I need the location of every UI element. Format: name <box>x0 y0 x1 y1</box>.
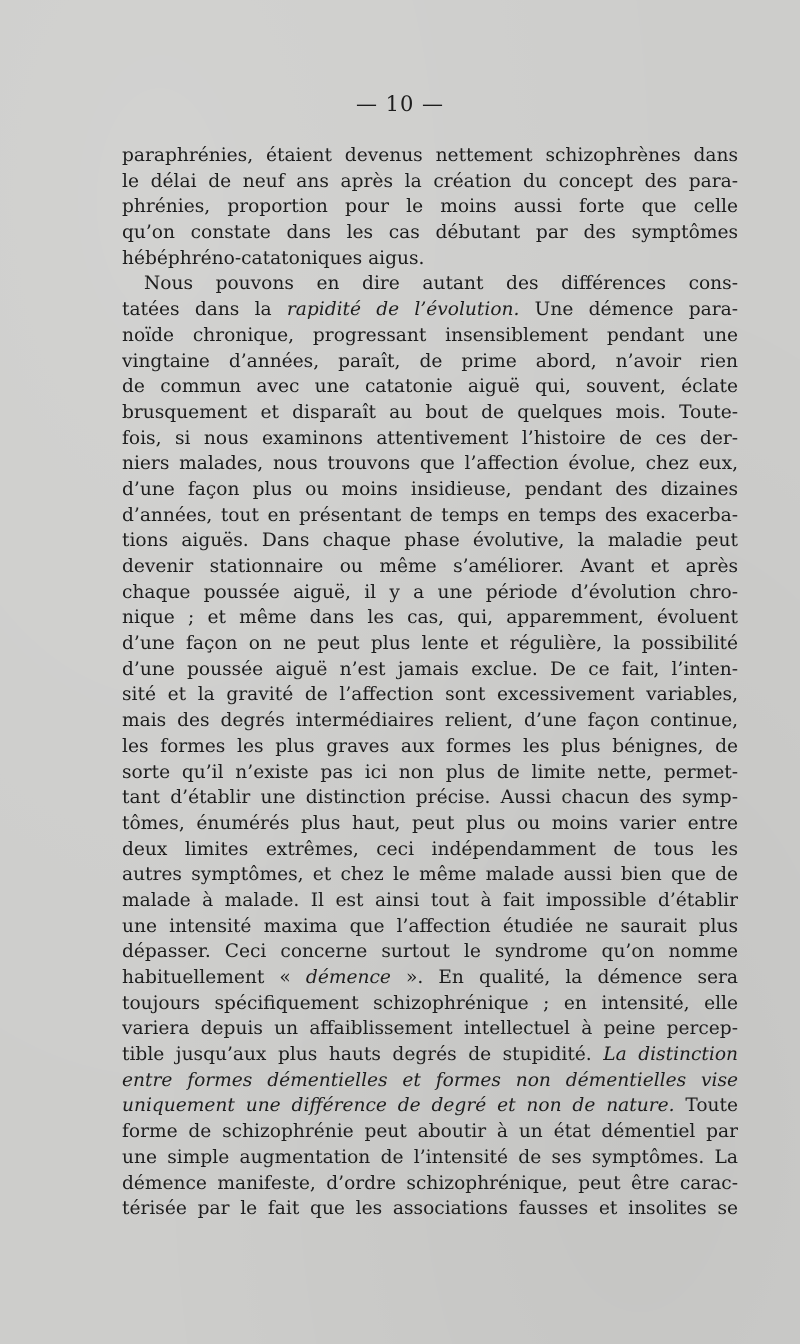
text-segment: tible jusqu’aux plus hauts degrés de stupidité. <box>122 1044 604 1066</box>
text-line <box>122 760 738 786</box>
text-segment: fois, si nous examinons attentivement l’histoire de ces der- <box>122 427 738 449</box>
page-number: — 10 — <box>355 92 445 116</box>
text-segment: mais des degrés intermédiaires relient, d’une façon continue, <box>122 710 738 732</box>
text-line <box>122 477 738 503</box>
text-line <box>122 785 738 811</box>
italic-text-segment: entre formes démentielles et formes non démentielles vise <box>122 1069 738 1091</box>
text-line <box>122 657 738 683</box>
text-line <box>122 374 738 400</box>
text-line <box>122 1016 738 1042</box>
text-line <box>122 1171 738 1197</box>
text-line <box>122 297 738 323</box>
text-line <box>122 682 738 708</box>
text-line <box>122 349 738 375</box>
text-segment: malade à malade. Il est ainsi tout à fait impossible d’établir <box>122 889 738 911</box>
text-line <box>122 837 738 863</box>
text-segment: d’années, tout en présentant de temps en temps des exacerba- <box>122 504 738 526</box>
text-segment: vingtaine d’années, paraît, de prime abord, n’avoir rien <box>122 350 738 372</box>
text-segment: ». En qualité, la démence sera <box>390 967 738 988</box>
text-segment: tions aiguës. Dans chaque phase évolutive, la maladie peut <box>122 530 738 552</box>
text-segment: niers malades, nous trouvons que l’affection évolue, chez eux, <box>122 453 738 475</box>
text-segment: une intensité maxima que l’affection étudiée ne saurait plus <box>122 915 738 937</box>
text-line <box>122 914 738 940</box>
text-line <box>122 1093 738 1119</box>
text-segment: autres symptômes, et chez le même malade aussi bien que de <box>122 864 738 886</box>
text-line <box>122 631 738 657</box>
text-segment: tant d’établir une distinction précise. Aussi chacun des symp- <box>122 787 738 809</box>
text-line <box>122 1145 738 1171</box>
text-line <box>122 426 738 452</box>
text-line <box>122 862 738 888</box>
text-segment: habituellement « <box>122 967 306 988</box>
text-segment: devenir stationnaire ou même s’améliorer. Avant et après <box>122 556 738 577</box>
text-line <box>122 965 738 991</box>
text-segment: d’une façon plus ou moins insidieuse, pendant des dizaines <box>122 478 738 500</box>
text-segment: sorte qu’il n’existe pas ici non plus de limite nette, permet- <box>122 761 738 783</box>
text-line <box>122 323 738 349</box>
italic-text-segment: uniquement une différence de degré et non de nature. <box>122 1095 675 1117</box>
text-line <box>122 246 738 272</box>
text-line <box>122 169 738 195</box>
text-segment: noïde chronique, progressant insensiblement pendant une <box>122 324 738 346</box>
text-segment: Une démence para- <box>519 299 738 321</box>
text-line <box>122 554 738 580</box>
text-segment: Toute <box>674 1095 738 1117</box>
text-line <box>122 271 738 297</box>
body-text <box>122 143 738 1222</box>
text-segment: démence manifeste, d’ordre schizophrénique, peut être carac- <box>122 1172 738 1194</box>
text-segment: le délai de neuf ans après la création du concept des para- <box>122 170 738 192</box>
text-line <box>122 708 738 734</box>
text-segment: hébéphréno-catatoniques aigus. <box>122 247 425 269</box>
text-line <box>122 1119 738 1145</box>
italic-text-segment: La distinction <box>603 1044 738 1066</box>
text-line <box>122 143 738 169</box>
text-segment: chaque poussée aiguë, il y a une période d’évolution chro- <box>122 581 738 603</box>
text-segment: dépasser. Ceci concerne surtout le syndrome qu’on nomme <box>122 941 738 963</box>
text-line <box>122 1196 738 1222</box>
text-segment: toujours spécifiquement schizophrénique ; en intensité, elle <box>122 992 738 1014</box>
text-segment: brusquement et disparaît au bout de quelques mois. Toute- <box>122 401 738 423</box>
text-segment: de commun avec une catatonie aiguë qui, souvent, éclate <box>122 376 738 398</box>
text-line <box>122 528 738 554</box>
text-line <box>122 811 738 837</box>
text-line <box>122 991 738 1017</box>
text-segment: tômes, énumérés plus haut, peut plus ou moins varier entre <box>122 812 738 834</box>
text-segment: phrénies, proportion pour le moins aussi forte que celle <box>122 196 738 218</box>
text-segment: sité et la gravité de l’affection sont excessivement variables, <box>122 684 738 706</box>
text-line <box>122 580 738 606</box>
text-line <box>122 194 738 220</box>
text-segment: térisée par le fait que les associations fausses et insolites se <box>122 1198 738 1220</box>
text-segment: qu’on constate dans les cas débutant par des symptômes <box>122 222 738 244</box>
text-segment: Nous pouvons en dire autant des différences cons- <box>144 273 738 295</box>
text-segment: nique ; et même dans les cas, qui, apparemment, évoluent <box>122 607 738 629</box>
text-line <box>122 1042 738 1068</box>
text-line <box>122 220 738 246</box>
text-line <box>122 1068 738 1094</box>
text-line <box>122 400 738 426</box>
text-segment: les formes les plus graves aux formes les plus bénignes, de <box>122 735 738 757</box>
text-line <box>122 605 738 631</box>
italic-text-segment: rapidité de l’évolution. <box>286 299 520 321</box>
text-segment: une simple augmentation de l’intensité de ses symptômes. La <box>122 1146 738 1168</box>
text-line <box>122 503 738 529</box>
text-segment: tatées dans la <box>122 299 287 321</box>
text-segment: forme de schizophrénie peut aboutir à un état démentiel par <box>122 1121 738 1143</box>
text-line <box>122 451 738 477</box>
text-segment: paraphrénies, étaient devenus nettement schizophrènes dans <box>122 145 738 166</box>
text-segment: variera depuis un affaiblissement intellectuel à peine percep- <box>122 1018 738 1040</box>
italic-text-segment: démence <box>305 967 391 988</box>
text-line <box>122 888 738 914</box>
text-segment: d’une poussée aiguë n’est jamais exclue. De ce fait, l’inten- <box>122 658 738 680</box>
text-line <box>122 939 738 965</box>
text-segment: deux limites extrêmes, ceci indépendamment de tous les <box>122 838 738 860</box>
text-line <box>122 734 738 760</box>
text-segment: d’une façon on ne peut plus lente et régulière, la possibilité <box>122 633 738 655</box>
